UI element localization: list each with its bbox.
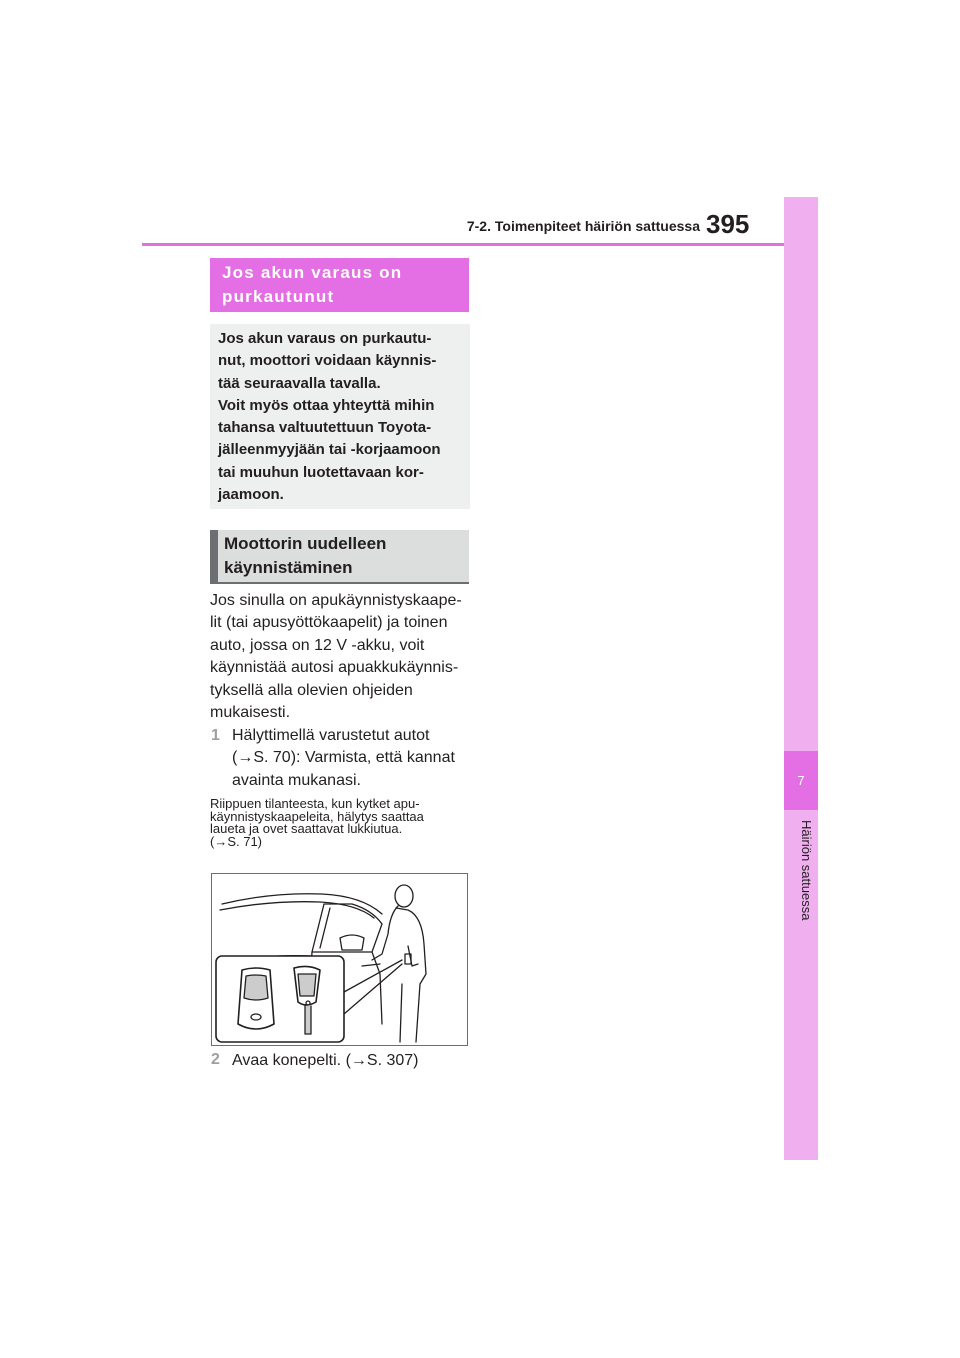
car-roof-line bbox=[222, 894, 382, 914]
person-hand bbox=[408, 946, 418, 966]
intro-line: tai muuhun luotettavaan kor- bbox=[218, 463, 424, 481]
person-leg bbox=[400, 984, 402, 1042]
intro-line: nut, moottori voidaan käynnis- bbox=[218, 352, 437, 370]
body-line: tyksellä alla olevien ohjeiden bbox=[210, 681, 413, 699]
header-rule bbox=[142, 243, 784, 246]
person-head bbox=[395, 885, 413, 907]
subheading bbox=[210, 530, 469, 584]
step-1-number: 1 bbox=[211, 727, 220, 744]
body-line: mukaisesti. bbox=[210, 704, 291, 722]
body-line: auto, jossa on 12 V -akku, voit bbox=[210, 636, 425, 654]
running-header-section: 7-2. Toimenpiteet häiriön sattuessa bbox=[466, 218, 700, 234]
body-line: Jos sinulla on apukäynnistyskaape- bbox=[210, 592, 462, 609]
note-line: (→S. 71) bbox=[210, 833, 263, 849]
intro-line: tahansa valtuutettuun Toyota- bbox=[218, 419, 432, 437]
person-arm bbox=[372, 906, 398, 960]
intro-box bbox=[210, 324, 470, 509]
step-1-text bbox=[232, 725, 472, 792]
intro-line: jälleenmyyjään tai -korjaamoon bbox=[218, 441, 441, 459]
step-2-number: 2 bbox=[211, 1051, 220, 1068]
subheading-line: Moottorin uudelleen bbox=[224, 534, 387, 553]
page-number: 395 bbox=[706, 209, 750, 239]
step-1-line: Hälyttimellä varustetut autot bbox=[232, 727, 430, 744]
step-1-line: avainta mukanasi. bbox=[232, 771, 361, 789]
note bbox=[210, 798, 470, 848]
intro-line: Voit myös ottaa yhteyttä mihin bbox=[218, 396, 435, 414]
illustration-drawing bbox=[212, 874, 467, 1045]
smart-key-buttons bbox=[244, 975, 268, 1000]
intro-line: tää seuraavalla tavalla. bbox=[218, 374, 381, 392]
note-line: käynnistyskaapeleita, hälytys saattaa bbox=[210, 808, 424, 824]
body-paragraph bbox=[210, 590, 472, 724]
note-line: laueta ja ovet saattavat lukkiutua. bbox=[210, 821, 403, 837]
car-mirror bbox=[340, 935, 364, 950]
key-blade bbox=[305, 1006, 311, 1034]
intro-line: Jos akun varaus on purkautu- bbox=[218, 330, 432, 347]
body-line: lit (tai apusyöttökaapelit) ja toinen bbox=[210, 614, 448, 632]
callout-box bbox=[216, 956, 344, 1042]
subheading-line: käynnistäminen bbox=[224, 558, 353, 577]
car-key-illustration bbox=[211, 873, 468, 1046]
step-1-line: (→S. 70): Varmista, että kannat bbox=[232, 749, 455, 767]
subheading-bar bbox=[210, 530, 218, 584]
key-fob-buttons bbox=[298, 974, 316, 996]
chapter-number-tab: 7 bbox=[784, 751, 818, 810]
note-line: Riippuen tilanteesta, kun kytket apu- bbox=[210, 796, 420, 811]
step-2-text: Avaa konepelti. (→S. 307) bbox=[232, 1052, 419, 1069]
section-title: Jos akun varaus on purkautunut bbox=[210, 258, 469, 312]
body-line: käynnistää autosi apuakkukäynnis- bbox=[210, 659, 459, 677]
chapter-side-tab bbox=[784, 197, 818, 1160]
chapter-tab-label: Häiriön sattuessa bbox=[799, 820, 814, 921]
callout-lines bbox=[344, 960, 402, 1014]
car-window bbox=[312, 904, 382, 952]
intro-line: jaamoon. bbox=[218, 486, 284, 504]
